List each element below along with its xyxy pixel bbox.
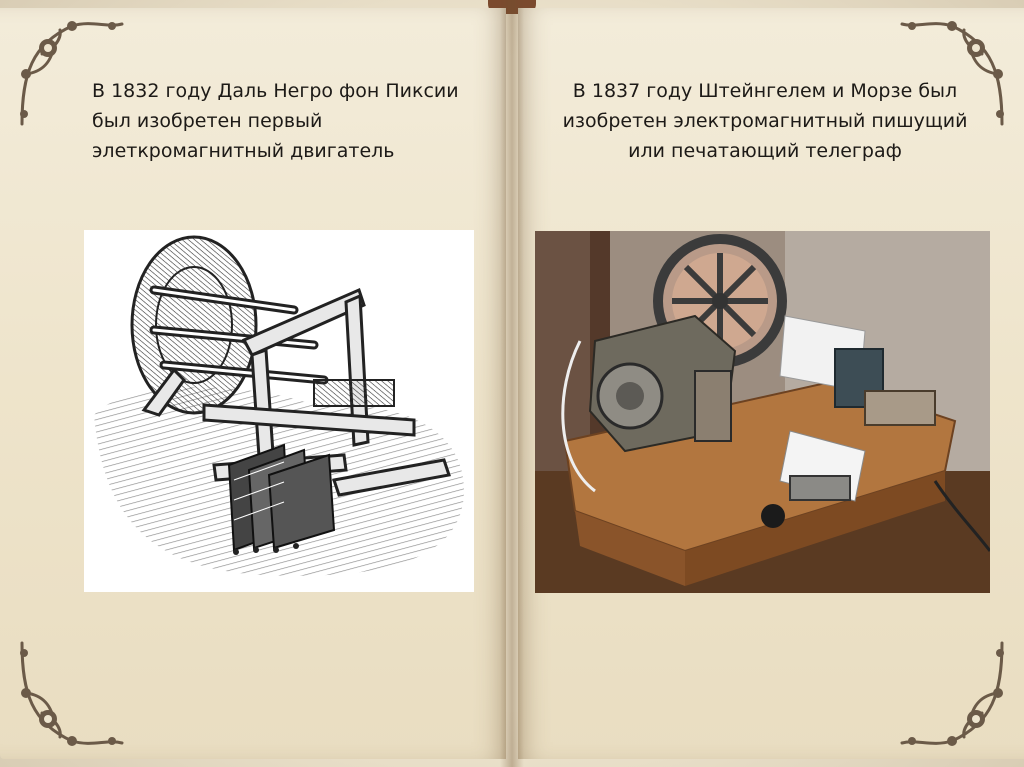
motor-caption: В 1832 году Даль Негро фон Пиксии был изобретен первый элеткромагнитный двигатель <box>92 80 459 162</box>
floral-ornament-icon <box>892 633 1012 753</box>
floral-ornament-icon <box>12 633 132 753</box>
telegraph-drawing <box>535 231 990 593</box>
motor-drawing <box>84 230 474 592</box>
telegraph-caption: В 1837 году Штейнгелем и Морзе был изобретен электромагнитный пишущий или печатающий телеграф <box>562 80 968 162</box>
motor-engraving <box>84 230 474 592</box>
telegraph-photo <box>535 231 990 593</box>
book-spine <box>500 0 524 767</box>
